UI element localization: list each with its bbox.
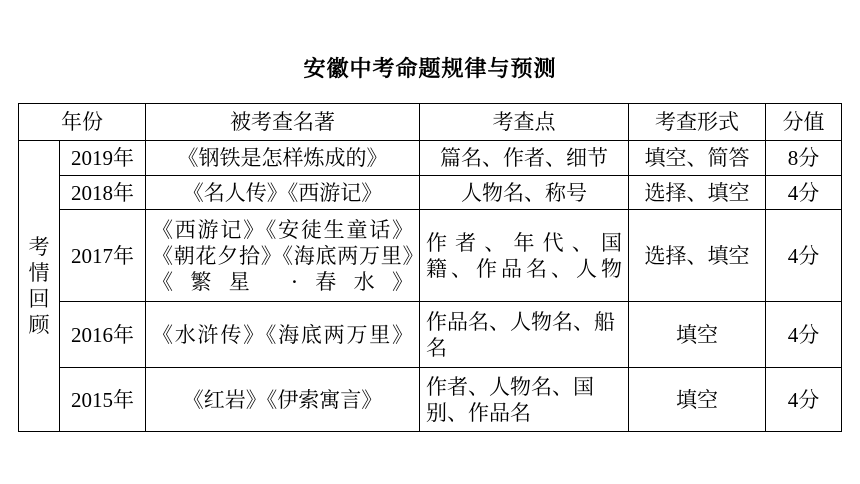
points-cell: 作者、人物名、国别、作品名 — [420, 368, 629, 432]
table-row — [19, 141, 842, 176]
works-cell: 《水浒传》《海底两万里》 — [146, 302, 420, 368]
header-works: 被考查名著 — [146, 104, 420, 141]
year-cell: 2018年 — [60, 176, 146, 210]
year-cell: 2019年 — [60, 141, 146, 176]
score-cell: 4分 — [766, 368, 842, 432]
year-cell: 2015年 — [60, 368, 146, 432]
points-cell: 人物名、称号 — [420, 176, 629, 210]
form-cell: 填空 — [629, 368, 766, 432]
score-cell: 4分 — [766, 302, 842, 368]
score-cell: 4分 — [766, 176, 842, 210]
table-row — [19, 210, 842, 302]
works-cell: 《西游记》《安徒生童话》《朝花夕拾》《海底两万里》《繁星 ·春水》 — [146, 210, 420, 302]
side-label: 考 情 回 顾 — [19, 141, 60, 432]
form-cell: 填空、简答 — [629, 141, 766, 176]
header-year: 年份 — [19, 104, 146, 141]
score-cell: 4分 — [766, 210, 842, 302]
form-cell: 填空 — [629, 302, 766, 368]
table-row — [19, 302, 842, 368]
table-row — [19, 176, 842, 210]
score-cell: 8分 — [766, 141, 842, 176]
header-points: 考查点 — [420, 104, 629, 141]
exam-table — [18, 103, 842, 432]
form-cell: 选择、填空 — [629, 176, 766, 210]
points-cell: 作 者 、 年 代 、 国籍、作品名、人物 — [420, 210, 629, 302]
header-form: 考查形式 — [629, 104, 766, 141]
header-score: 分值 — [766, 104, 842, 141]
works-cell: 《钢铁是怎样炼成的》 — [146, 141, 420, 176]
form-cell: 选择、填空 — [629, 210, 766, 302]
works-cell: 《名人传》《西游记》 — [146, 176, 420, 210]
table-row — [19, 368, 842, 432]
points-cell: 篇名、作者、细节 — [420, 141, 629, 176]
year-cell: 2017年 — [60, 210, 146, 302]
year-cell: 2016年 — [60, 302, 146, 368]
page-title: 安徽中考命题规律与预测 — [303, 57, 557, 82]
points-cell: 作品名、人物名、船名 — [420, 302, 629, 368]
header-row — [19, 104, 842, 141]
works-cell: 《红岩》《伊索寓言》 — [146, 368, 420, 432]
